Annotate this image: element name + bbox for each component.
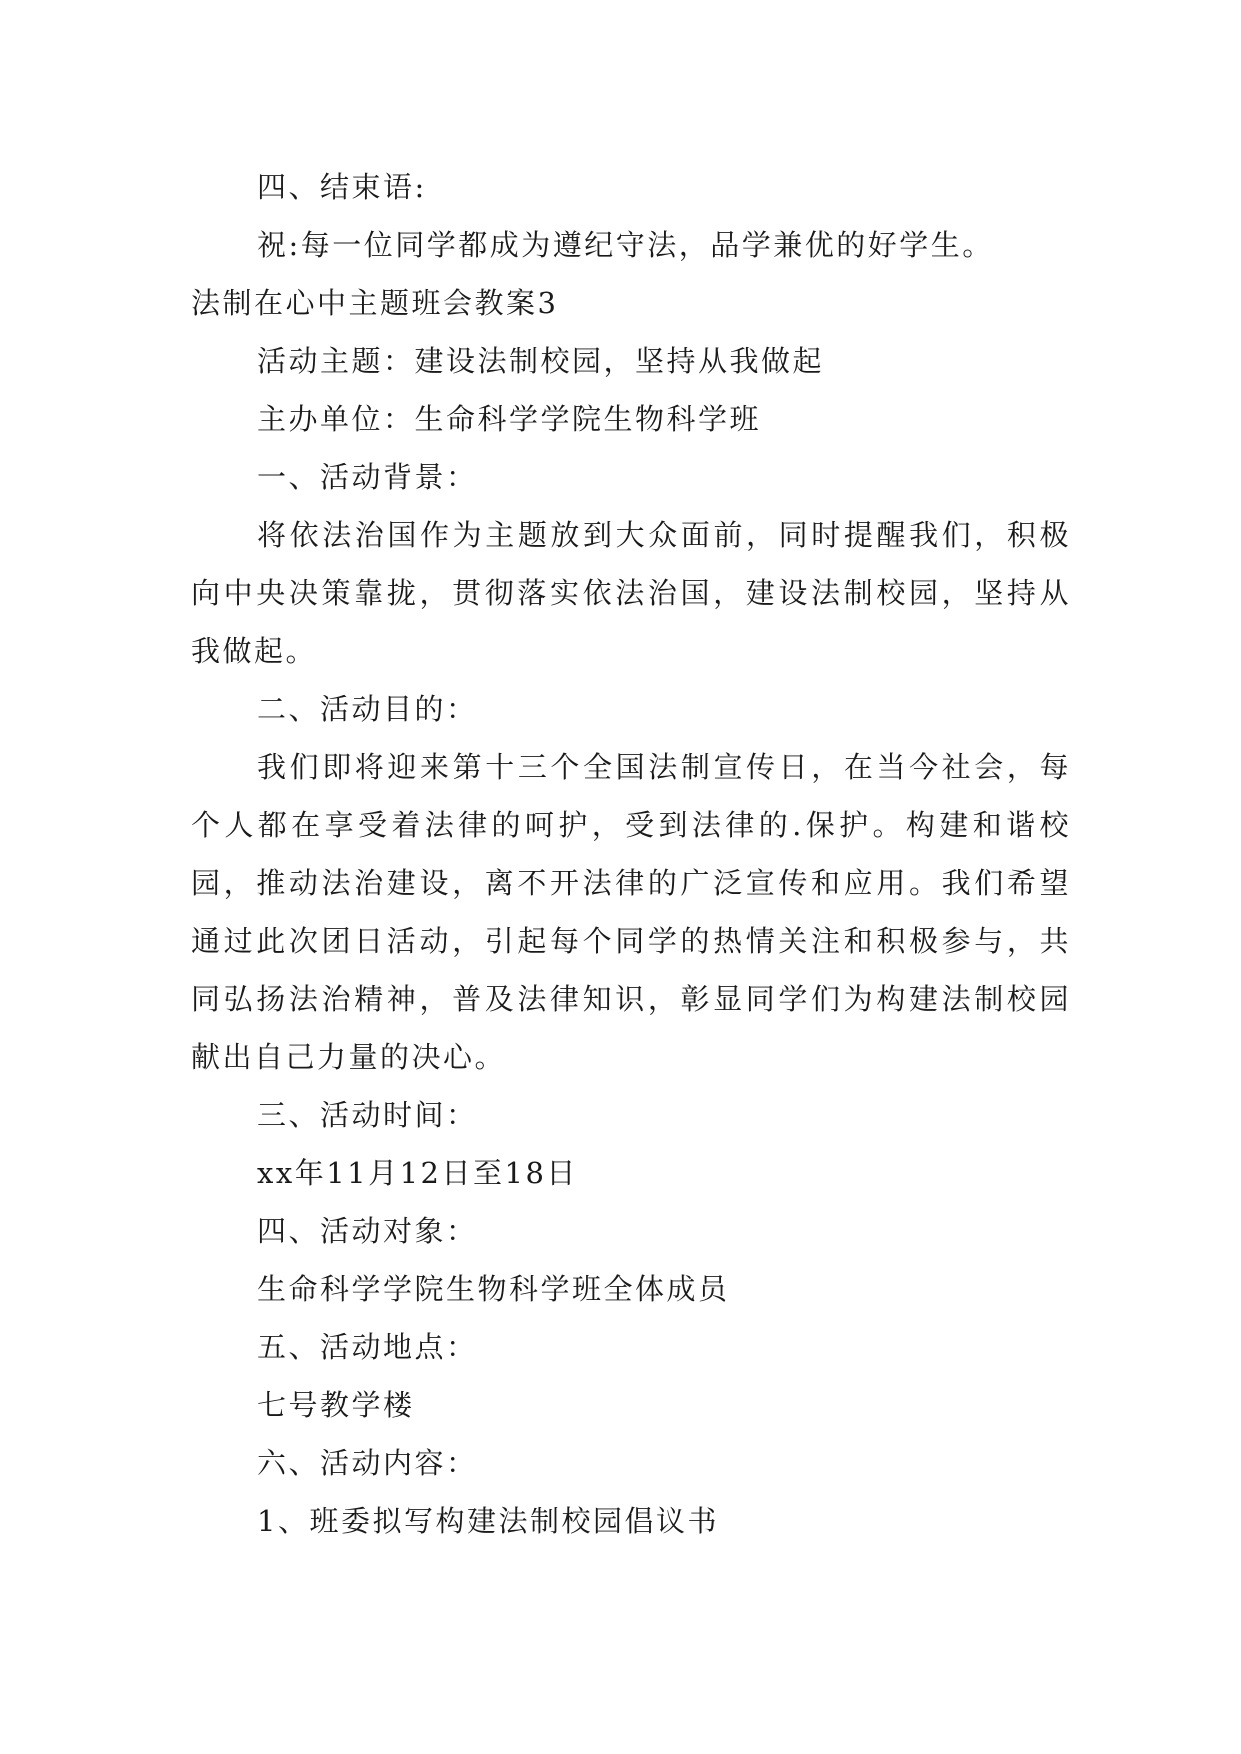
location: 七号教学楼 bbox=[257, 1388, 415, 1422]
section-heading-purpose: 二、活动目的： bbox=[257, 692, 478, 726]
content-item-1: 1、班委拟写构建法制校园倡议书 bbox=[257, 1504, 719, 1538]
section-heading-location: 五、活动地点： bbox=[257, 1330, 478, 1364]
document-title: 法制在心中主题班会教案3 bbox=[191, 286, 559, 320]
activity-theme: 活动主题：建设法制校园，坚持从我做起 bbox=[257, 344, 825, 378]
wish-text: 祝:每一位同学都成为遵纪守法，品学兼优的好学生。 bbox=[257, 228, 994, 262]
section-heading-participants: 四、活动对象： bbox=[257, 1214, 478, 1248]
participants: 生命科学学院生物科学班全体成员 bbox=[257, 1272, 730, 1306]
activity-time: xx年11月12日至18日 bbox=[257, 1156, 578, 1190]
background-paragraph: 将依法治国作为主题放到大众面前，同时提醒我们，积极向中央决策靠拢，贯彻落实依法治国，建设法制校园，坚持从我做起。 bbox=[191, 518, 1071, 668]
organizer: 主办单位：生命科学学院生物科学班 bbox=[257, 402, 762, 436]
section-heading-time: 三、活动时间： bbox=[257, 1098, 478, 1132]
section-heading-content: 六、活动内容： bbox=[257, 1446, 478, 1480]
document-body bbox=[191, 158, 1071, 1550]
section-heading-conclusion: 四、结束语: bbox=[257, 170, 427, 204]
purpose-paragraph: 我们即将迎来第十三个全国法制宣传日，在当今社会，每个人都在享受着法律的呵护，受到法律的.保护。构建和谐校园，推动法治建设，离不开法律的广泛宣传和应用。我们希望通过此次团日活动，引起每个同学的热情关注和积极参与，共同弘扬法治精神，普及法律知识，彰显同学们为构建法制校园献出自己力量的决心。 bbox=[191, 750, 1071, 1074]
section-heading-background: 一、活动背景： bbox=[257, 460, 478, 494]
